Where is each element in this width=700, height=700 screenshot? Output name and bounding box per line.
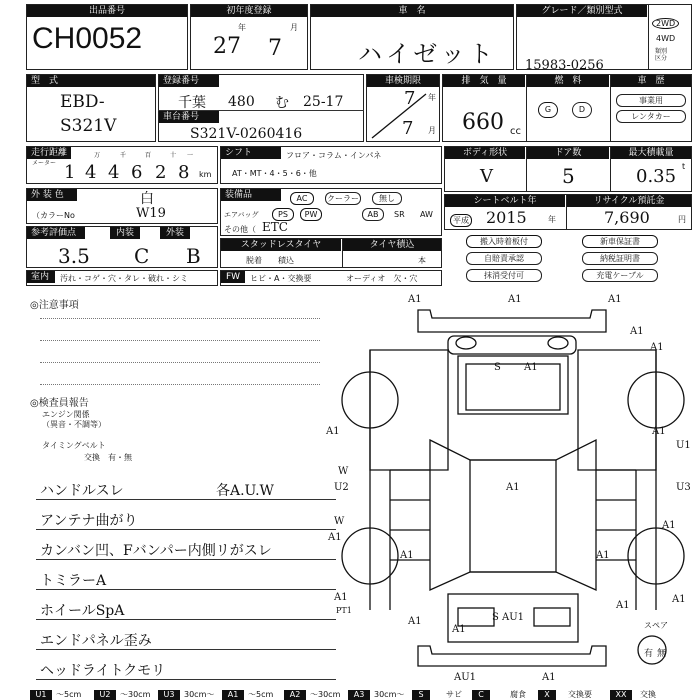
timing-label: タイミングベルト bbox=[42, 441, 106, 450]
mileage-scale-sen: 千 bbox=[120, 152, 127, 159]
exterior-header: 外装 bbox=[160, 227, 190, 239]
doors-header: ドア数 bbox=[527, 147, 609, 159]
insp-month: 7 bbox=[402, 118, 414, 139]
equip-ab: AB bbox=[362, 208, 384, 221]
tire-unit: 本 bbox=[418, 256, 426, 265]
seatbelt-header: シートベルト年 bbox=[445, 195, 565, 207]
shift-header: シフト bbox=[221, 147, 281, 159]
legend-val-x: 交換要 bbox=[568, 690, 592, 699]
studless-header: スタッドレスタイヤ bbox=[221, 239, 341, 251]
shift-options: フロア・コラム・インパネ bbox=[286, 151, 382, 160]
inspection-strike bbox=[366, 88, 440, 142]
legend-key-a3: A3 bbox=[348, 690, 370, 700]
equip-other-label: その他（ bbox=[224, 225, 256, 234]
mileage-unit: km bbox=[199, 170, 212, 179]
reg-header: 登録番号 bbox=[159, 75, 219, 87]
color-main: 白 bbox=[140, 191, 154, 207]
legend-val-a1: ～5cm bbox=[248, 690, 274, 699]
lot-header: 出品番号 bbox=[27, 5, 187, 17]
mileage-d5: 2 bbox=[155, 162, 167, 183]
dmg-label-3: A1 bbox=[608, 294, 622, 305]
spare-none: 無 bbox=[657, 649, 667, 659]
legend-val-a2: ～30cm bbox=[310, 690, 341, 699]
dmg-label-7: A1 bbox=[524, 362, 538, 373]
fuel-header: 燃 料 bbox=[527, 75, 609, 87]
exterior-grade: B bbox=[186, 244, 201, 268]
body-shape-header: ボディ形状 bbox=[445, 147, 525, 159]
dmg-label-9: U1 bbox=[676, 440, 691, 451]
lot-number: CH0052 bbox=[32, 22, 143, 55]
timing-options: 交換 有・無 bbox=[84, 453, 132, 462]
dmg-label-5: A1 bbox=[650, 342, 664, 353]
btn-cable[interactable]: 充電ケーブル bbox=[582, 269, 658, 282]
dmg-label-22: PT1 bbox=[336, 606, 352, 615]
btn-warranty[interactable]: 新車保証書 bbox=[582, 235, 658, 248]
btn-liability[interactable]: 自賠責承認 bbox=[466, 252, 542, 265]
dmg-label-17: A1 bbox=[662, 520, 676, 531]
report-line-7: ヘッドライトクモリ bbox=[40, 663, 166, 679]
legend-val-u3: 30cm～ bbox=[184, 690, 215, 699]
displacement: 660 bbox=[462, 110, 504, 135]
history-header: 車 歴 bbox=[611, 75, 691, 87]
color-code: W19 bbox=[136, 206, 166, 221]
spare-label: スペア bbox=[644, 621, 668, 630]
spare-yes: 有 bbox=[644, 649, 654, 659]
dmg-label-15: W bbox=[334, 516, 345, 527]
legend-key-u3: U3 bbox=[158, 690, 180, 700]
dmg-label-1: A1 bbox=[408, 294, 422, 305]
first-reg-year: 27 bbox=[213, 34, 241, 59]
legend-key-x: X bbox=[538, 690, 556, 700]
drive-2wd: 2WD bbox=[652, 18, 679, 29]
dmg-label-19: A1 bbox=[596, 550, 610, 561]
caution-title: ◎注意事項 bbox=[30, 300, 79, 311]
seat-options: オーディオ 欠・穴 bbox=[346, 274, 418, 283]
report-line-1b: 各A.U.W bbox=[216, 483, 274, 499]
dmg-label-14: W bbox=[338, 466, 349, 477]
dmg-label-2: A1 bbox=[508, 294, 522, 305]
mileage-meter: メーター bbox=[32, 160, 57, 167]
btn-cancel[interactable]: 抹消受付可 bbox=[466, 269, 542, 282]
color-paren: （カラーNo bbox=[32, 211, 75, 220]
dmg-label-28: A1 bbox=[452, 624, 466, 635]
kind-label: 類別 区分 bbox=[655, 48, 668, 62]
legend-val-s: サビ bbox=[446, 690, 462, 699]
grade-header: グレード／類別型式 bbox=[517, 5, 647, 17]
dmg-label-8: A1 bbox=[326, 426, 340, 437]
displacement-unit: cc bbox=[510, 126, 521, 137]
legend-key-c: C bbox=[472, 690, 490, 700]
legend-key-u1: U1 bbox=[30, 690, 52, 700]
reg-pref: 千葉 bbox=[178, 95, 206, 111]
mileage-d4: 6 bbox=[131, 162, 143, 183]
equip-pw: PW bbox=[300, 208, 322, 221]
mileage-d2: 4 bbox=[85, 162, 97, 183]
reg-kana: む bbox=[275, 95, 289, 111]
dmg-label-16: A1 bbox=[328, 532, 342, 543]
engine-label: エンジン関係 （異音・不調等） bbox=[42, 410, 106, 429]
body-shape: V bbox=[480, 166, 493, 187]
reg-serial: 25-17 bbox=[303, 94, 344, 110]
legend-key-u2: U2 bbox=[94, 690, 116, 700]
insp-year: 7 bbox=[404, 88, 416, 109]
car-name: ハイゼット bbox=[358, 40, 497, 68]
report-line-6: エンドパネル歪み bbox=[40, 633, 152, 649]
mileage-d1: 1 bbox=[64, 162, 76, 183]
report-line-3: カンバン凹、Fバンパー内側リがスレ bbox=[40, 543, 272, 559]
chassis-number: S321V-0260416 bbox=[190, 126, 303, 142]
fw-options: ヒビ・A・交換要 bbox=[250, 274, 312, 283]
first-reg-month-unit: 月 bbox=[290, 23, 298, 32]
mileage-scale-hyaku: 百 bbox=[145, 152, 152, 159]
interior-grade: C bbox=[134, 244, 150, 268]
model-header: 型 式 bbox=[27, 75, 155, 87]
mileage-scale-ichi: 一 bbox=[187, 152, 194, 159]
dmg-label-13: U3 bbox=[676, 482, 691, 493]
first-reg-year-unit: 年 bbox=[238, 23, 246, 32]
legend-key-xx: XX bbox=[610, 690, 632, 700]
legend-val-xx: 交換 bbox=[640, 690, 656, 699]
inspector-title: ◎検査員報告 bbox=[30, 398, 89, 409]
grade-code: 15983-0256 bbox=[525, 58, 604, 73]
equip-sr: SR bbox=[394, 210, 405, 219]
equip-none: 無し bbox=[372, 192, 402, 205]
first-reg-header: 初年度登録 bbox=[191, 5, 307, 17]
btn-delivery-plate[interactable]: 搬入時着板付 bbox=[466, 235, 542, 248]
interior-cond-options: 汚れ・コゲ・穴・タレ・破れ・シミ bbox=[60, 274, 188, 283]
trans-options: AT・MT・4・5・6・他 bbox=[232, 169, 317, 178]
legend-key-s: S bbox=[412, 690, 430, 700]
dmg-label-24: S AU1 bbox=[492, 612, 525, 623]
mileage-header: 走行距離 bbox=[27, 147, 71, 159]
reg-num: 480 bbox=[228, 94, 255, 110]
mileage-scale-juu: 十 bbox=[170, 152, 177, 159]
model-top: EBD- bbox=[60, 92, 105, 112]
equipment-header: 装備品 bbox=[221, 189, 281, 201]
dmg-label-25: A1 bbox=[616, 600, 630, 611]
legend-key-a2: A2 bbox=[284, 690, 306, 700]
max-load: 0.35 bbox=[636, 166, 677, 187]
recycle-header: リサイクル預託金 bbox=[567, 195, 691, 207]
dmg-label-10: A1 bbox=[652, 426, 666, 437]
equip-airbag: エアバッグ bbox=[224, 211, 259, 219]
history-rental: レンタカー bbox=[616, 110, 686, 123]
dmg-label-27: A1 bbox=[542, 672, 556, 683]
equip-other: ETC bbox=[262, 220, 288, 234]
seatbelt-year-unit: 年 bbox=[548, 215, 556, 224]
recycle: 7,690 bbox=[604, 208, 650, 227]
legend-val-a3: 30cm～ bbox=[374, 690, 405, 699]
tire-header: タイヤ積込 bbox=[343, 239, 441, 251]
report-line-2: アンテナ曲がり bbox=[40, 513, 138, 529]
first-reg-month: 7 bbox=[268, 36, 282, 61]
dmg-label-23: A1 bbox=[408, 616, 422, 627]
dmg-label-20: A1 bbox=[334, 592, 348, 603]
interior-header: 内装 bbox=[110, 227, 140, 239]
max-load-unit: t bbox=[682, 162, 686, 171]
score-header: 参考評価点 bbox=[27, 227, 85, 239]
dmg-label-6: S bbox=[494, 362, 501, 373]
fuel-d: D bbox=[572, 102, 592, 118]
interior-cond-header: 室内 bbox=[27, 271, 55, 283]
score: 3.5 bbox=[58, 244, 90, 268]
seatbelt-year: 2015 bbox=[486, 208, 527, 227]
legend-key-a1: A1 bbox=[222, 690, 244, 700]
mileage-scale-man: 万 bbox=[94, 152, 101, 159]
dmg-label-4: A1 bbox=[630, 326, 644, 337]
insp-month-unit: 月 bbox=[428, 126, 436, 135]
chassis-header: 車台番号 bbox=[159, 111, 219, 123]
recycle-unit: 円 bbox=[678, 215, 686, 224]
report-line-4: トミラーA bbox=[40, 573, 107, 589]
equip-ac: AC bbox=[290, 192, 314, 205]
dmg-label-18: A1 bbox=[400, 550, 414, 561]
equip-aw: AW bbox=[420, 210, 433, 219]
legend-val-u1: ～5cm bbox=[56, 690, 82, 699]
max-load-header: 最大積載量 bbox=[611, 147, 691, 159]
car-name-header: 車 名 bbox=[311, 5, 513, 17]
color-header: 外 装 色 bbox=[27, 189, 77, 201]
studless-options: 脱着 積込 bbox=[246, 256, 294, 265]
dmg-label-11: A1 bbox=[506, 482, 520, 493]
mileage-d3: 4 bbox=[108, 162, 120, 183]
legend-val-c: 腐食 bbox=[510, 690, 526, 699]
report-line-5: ホイールSpA bbox=[40, 603, 125, 619]
dmg-label-26: AU1 bbox=[454, 672, 477, 683]
displacement-header: 排 気 量 bbox=[443, 75, 525, 87]
drive-4wd: 4WD bbox=[656, 34, 676, 43]
report-line-1: ハンドルスレ bbox=[40, 483, 124, 499]
dmg-label-12: U2 bbox=[334, 482, 349, 493]
seatbelt-era: 平成 bbox=[450, 214, 472, 227]
inspection-header: 車検期限 bbox=[367, 75, 439, 87]
doors: 5 bbox=[562, 164, 575, 188]
insp-year-unit: 年 bbox=[428, 93, 436, 102]
model-bottom: S321V bbox=[60, 116, 117, 136]
legend-val-u2: ～30cm bbox=[120, 690, 151, 699]
mileage-d6: 8 bbox=[178, 162, 190, 183]
dmg-label-21: A1 bbox=[672, 594, 686, 605]
fuel-g: G bbox=[538, 102, 558, 118]
equip-ps: PS bbox=[272, 208, 294, 221]
fw-header: FW bbox=[221, 271, 245, 283]
history-business: 事業用 bbox=[616, 94, 686, 107]
btn-tax[interactable]: 納税証明書 bbox=[582, 252, 658, 265]
equip-cooler: クーラー bbox=[327, 194, 359, 203]
